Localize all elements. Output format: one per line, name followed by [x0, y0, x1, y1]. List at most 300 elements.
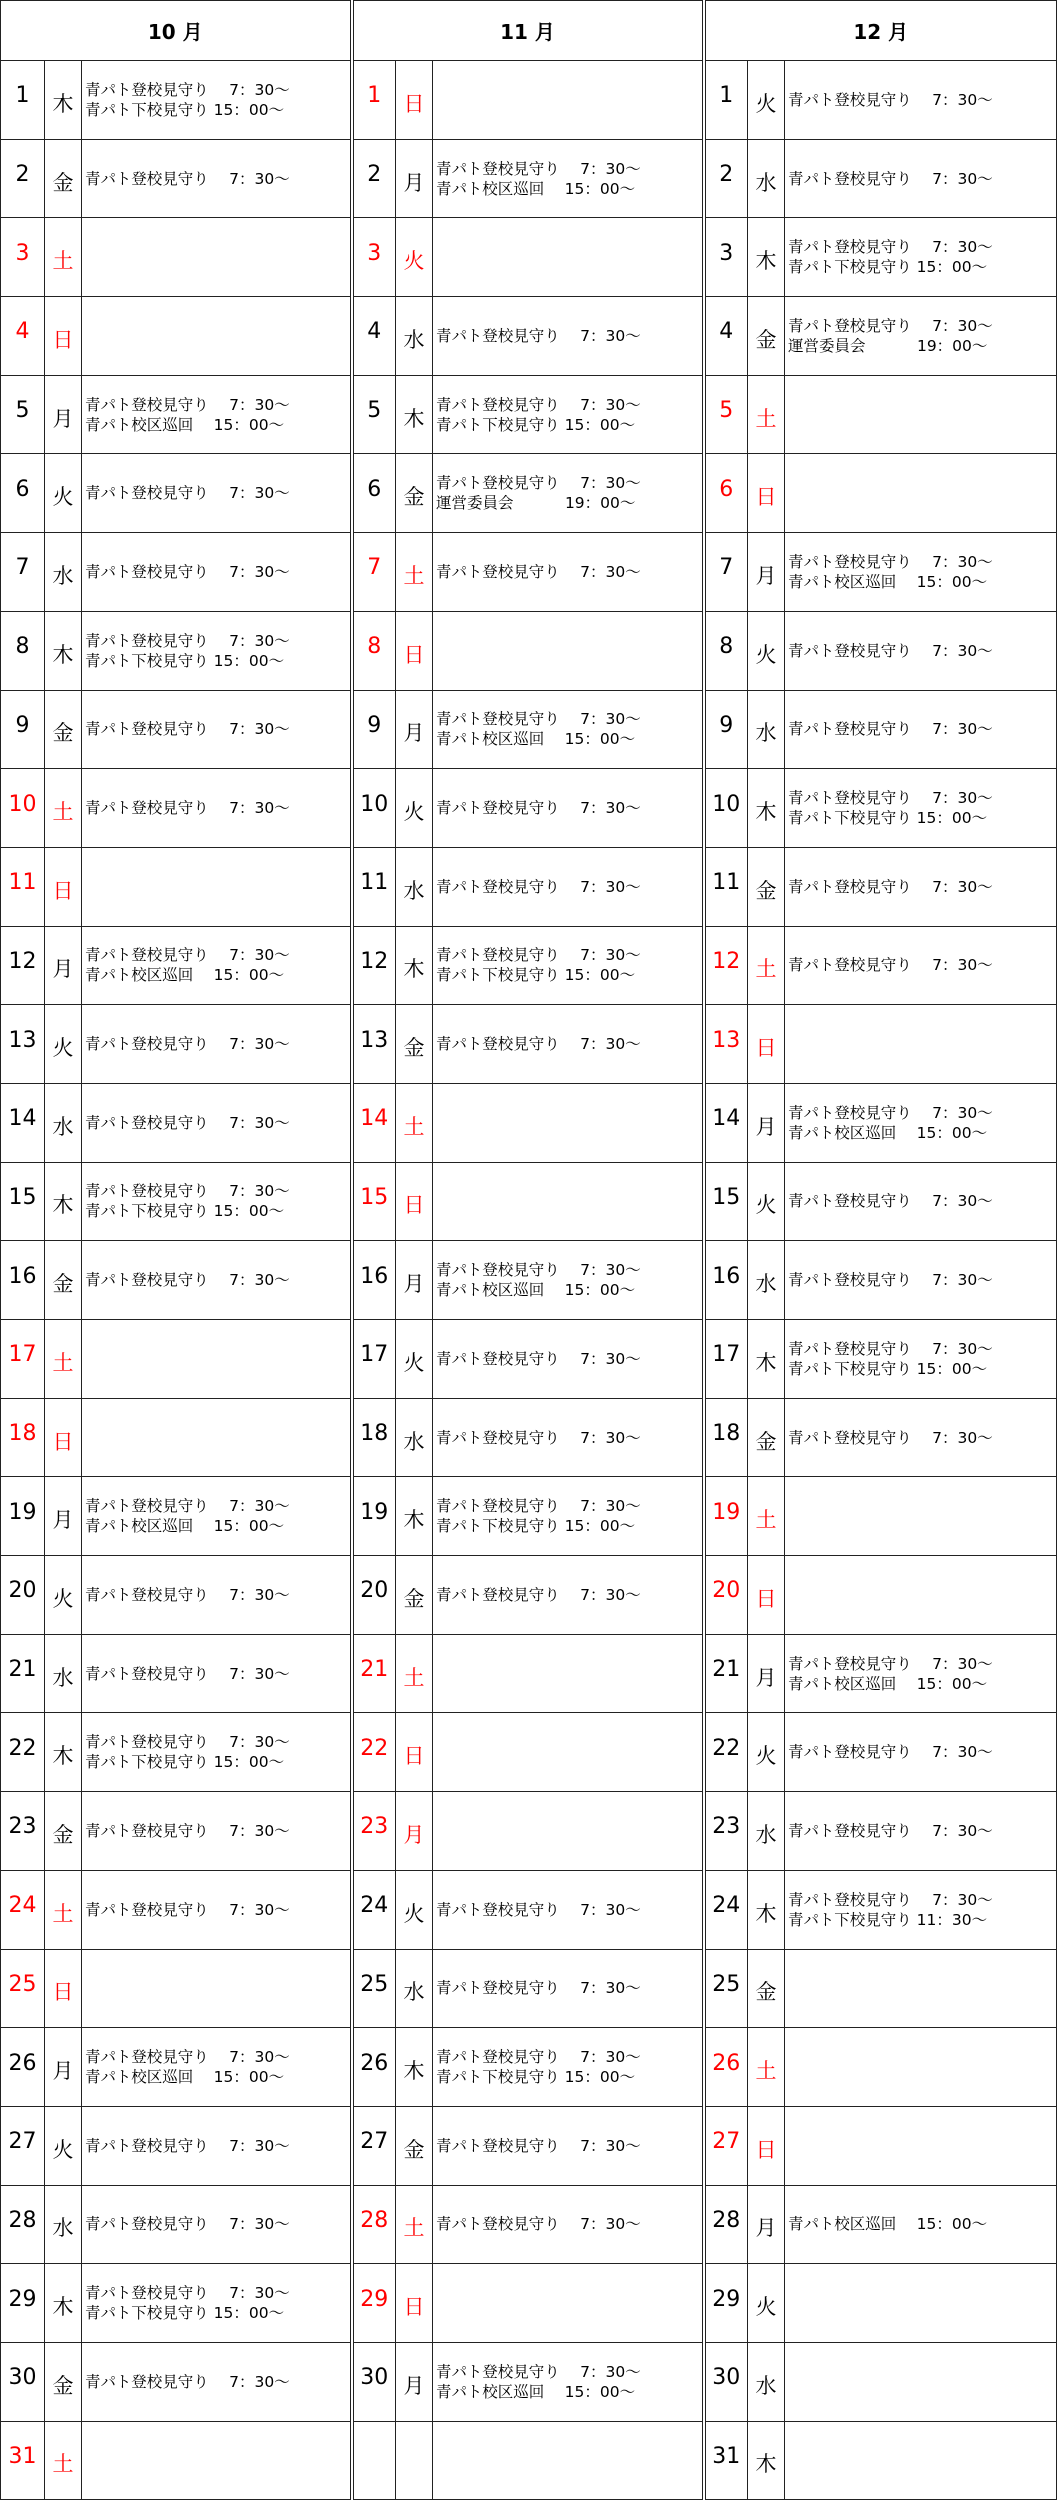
day-number: 11	[360, 870, 389, 896]
day-number-cell	[704, 1398, 748, 1477]
day-number: 2	[367, 162, 382, 188]
day-number: 12	[8, 948, 37, 974]
events-cell	[82, 139, 352, 218]
event-line: 青パト下校見守り 15：00～	[436, 966, 636, 985]
weekday: 土	[396, 1634, 433, 1713]
events-cell	[82, 1713, 352, 1792]
weekday: 火	[396, 218, 433, 297]
weekday: 月	[45, 2028, 82, 2107]
day-number: 3	[367, 240, 382, 266]
day-number-cell	[1, 1162, 45, 1241]
events-cell	[785, 1556, 1057, 1635]
weekday: 火	[45, 2106, 82, 2185]
day-number-cell	[1, 2342, 45, 2421]
events-cell	[82, 218, 352, 297]
day-number: 6	[719, 476, 734, 502]
day-number: 23	[8, 1814, 37, 1840]
day-number: 12	[360, 948, 389, 974]
event-line: 青パト下校見守り 15：00～	[788, 1359, 988, 1378]
weekday: 土	[396, 2185, 433, 2264]
day-number-cell	[352, 1792, 396, 1871]
day-number-cell	[704, 1792, 748, 1871]
day-number-cell	[704, 1556, 748, 1635]
weekday: 水	[396, 1949, 433, 2028]
events-cell	[433, 1398, 704, 1477]
day-number: 16	[8, 1263, 37, 1289]
day-number-cell	[704, 297, 748, 376]
event-line: 運営委員会 19：00～	[788, 336, 988, 355]
event-line: 青パト下校見守り 15：00～	[436, 415, 636, 434]
event-line: 青パト登校見守り 7：30～	[85, 2284, 290, 2303]
weekday: 金	[45, 690, 82, 769]
day-number: 18	[360, 1421, 389, 1447]
weekday: 火	[748, 61, 785, 140]
events-cell	[433, 2185, 704, 2264]
event-line: 青パト登校見守り 7：30～	[85, 1664, 290, 1683]
day-number: 5	[719, 398, 734, 424]
day-number-cell	[1, 611, 45, 690]
event-line: 青パト校区巡回 15：00～	[85, 966, 285, 985]
event-line: 青パト下校見守り 15：00～	[788, 258, 988, 277]
event-line: 青パト下校見守り 15：00～	[85, 1753, 285, 1772]
weekday: 木	[396, 2028, 433, 2107]
event-line: 青パト登校見守り 7：30～	[788, 1890, 993, 1909]
day-number-cell	[704, 375, 748, 454]
day-number: 22	[712, 1735, 741, 1761]
day-number-cell	[704, 1162, 748, 1241]
event-line: 青パト登校見守り 7：30～	[436, 2215, 641, 2234]
weekday: 水	[748, 2342, 785, 2421]
day-number-cell	[352, 1398, 396, 1477]
day-number-cell	[352, 690, 396, 769]
day-number: 31	[8, 2443, 37, 2469]
day-number: 19	[712, 1499, 741, 1525]
day-number: 3	[719, 240, 734, 266]
day-number-cell	[1, 1713, 45, 1792]
day-number: 25	[360, 1971, 389, 1997]
day-number: 8	[719, 634, 734, 660]
day-row	[1, 611, 1057, 690]
day-number: 24	[8, 1893, 37, 1919]
events-cell	[785, 2342, 1057, 2421]
event-line: 運営委員会 19：00～	[436, 494, 636, 513]
events-cell	[82, 1949, 352, 2028]
day-number-cell	[1, 2185, 45, 2264]
day-number-cell	[352, 454, 396, 533]
weekday: 金	[45, 1792, 82, 1871]
weekday: 日	[396, 1713, 433, 1792]
events-cell	[433, 1477, 704, 1556]
day-number: 12	[712, 948, 741, 974]
day-number: 1	[15, 83, 30, 109]
day-number-cell	[1, 769, 45, 848]
weekday: 日	[748, 1005, 785, 1084]
day-number-cell	[1, 847, 45, 926]
event-line: 青パト登校見守り 7：30～	[788, 552, 993, 571]
weekday: 火	[748, 1162, 785, 1241]
events-cell	[785, 2106, 1057, 2185]
event-line: 青パト校区巡回 15：00～	[436, 730, 636, 749]
day-number: 20	[712, 1578, 741, 1604]
event-line: 青パト登校見守り 7：30～	[85, 562, 290, 581]
day-number-cell	[704, 533, 748, 612]
weekday: 月	[748, 1083, 785, 1162]
day-number: 27	[712, 2129, 741, 2155]
events-cell	[785, 1398, 1057, 1477]
weekday: 木	[396, 1477, 433, 1556]
events-cell	[82, 1241, 352, 1320]
day-number-cell	[704, 2028, 748, 2107]
weekday: 金	[45, 2342, 82, 2421]
weekday: 土	[45, 1320, 82, 1399]
event-line: 青パト登校見守り 7：30～	[85, 169, 290, 188]
day-number: 18	[712, 1421, 741, 1447]
events-cell	[785, 2185, 1057, 2264]
day-number: 30	[360, 2365, 389, 2391]
weekday: 土	[45, 769, 82, 848]
weekday: 木	[45, 61, 82, 140]
events-cell	[433, 1949, 704, 2028]
day-row	[1, 2106, 1057, 2185]
day-number: 1	[367, 83, 382, 109]
events-cell	[82, 1870, 352, 1949]
day-number: 14	[8, 1106, 37, 1132]
events-cell	[433, 2342, 704, 2421]
event-line: 青パト登校見守り 7：30～	[788, 1821, 993, 1840]
day-number-cell	[1, 1320, 45, 1399]
events-cell	[82, 926, 352, 1005]
day-number: 10	[8, 791, 37, 817]
day-number-cell	[352, 1713, 396, 1792]
day-number-cell	[352, 61, 396, 140]
day-number-cell	[352, 2342, 396, 2421]
day-number: 15	[8, 1184, 37, 1210]
day-number: 30	[8, 2365, 37, 2391]
events-cell	[785, 847, 1057, 926]
events-cell	[433, 1005, 704, 1084]
event-line: 青パト登校見守り 7：30～	[788, 316, 993, 335]
event-line: 青パト下校見守り 11：30～	[788, 1910, 988, 1929]
day-row	[1, 1162, 1057, 1241]
weekday: 水	[748, 139, 785, 218]
day-row	[1, 926, 1057, 1005]
weekday: 水	[748, 1241, 785, 1320]
day-number: 21	[8, 1657, 37, 1683]
day-number: 1	[719, 83, 734, 109]
weekday: 月	[396, 1792, 433, 1871]
day-number-cell	[1, 297, 45, 376]
day-number: 16	[360, 1263, 389, 1289]
events-cell	[785, 769, 1057, 848]
day-number-cell	[1, 1241, 45, 1320]
day-number: 31	[712, 2443, 741, 2469]
event-line: 青パト校区巡回 15：00～	[788, 2215, 988, 2234]
weekday: 金	[748, 1398, 785, 1477]
weekday: 土	[748, 926, 785, 1005]
event-line: 青パト登校見守り 7：30～	[436, 326, 641, 345]
day-number-cell	[1, 2028, 45, 2107]
day-number-cell	[704, 2185, 748, 2264]
day-number-cell	[704, 1713, 748, 1792]
day-row	[1, 375, 1057, 454]
day-row	[1, 1083, 1057, 1162]
day-number-cell	[1, 926, 45, 1005]
event-line: 青パト登校見守り 7：30～	[85, 1733, 290, 1752]
day-number: 22	[360, 1735, 389, 1761]
event-line: 青パト登校見守り 7：30～	[788, 1339, 993, 1358]
events-cell	[433, 2028, 704, 2107]
event-line: 青パト登校見守り 7：30～	[436, 159, 641, 178]
events-cell	[82, 611, 352, 690]
events-cell	[785, 533, 1057, 612]
day-number-cell	[1, 2421, 45, 2500]
weekday: 金	[396, 2106, 433, 2185]
weekday: 金	[748, 847, 785, 926]
weekday: 日	[45, 1949, 82, 2028]
weekday: 木	[45, 611, 82, 690]
day-number-cell	[704, 2421, 748, 2500]
event-line: 青パト登校見守り 7：30～	[85, 2048, 290, 2067]
day-number-cell	[352, 1005, 396, 1084]
event-line: 青パト登校見守り 7：30～	[436, 1900, 641, 1919]
weekday: 日	[748, 1556, 785, 1635]
day-row	[1, 1398, 1057, 1477]
day-number-cell	[704, 139, 748, 218]
event-line: 青パト登校見守り 7：30～	[788, 90, 993, 109]
day-number: 28	[360, 2207, 389, 2233]
day-number-cell	[704, 611, 748, 690]
day-row	[1, 61, 1057, 140]
day-number: 9	[719, 712, 734, 738]
event-line: 青パト登校見守り 7：30～	[85, 2136, 290, 2155]
event-line: 青パト下校見守り 15：00～	[85, 100, 285, 119]
weekday: 月	[396, 2342, 433, 2421]
weekday: 火	[748, 1713, 785, 1792]
day-number-cell	[704, 2106, 748, 2185]
event-line: 青パト校区巡回 15：00～	[788, 1123, 988, 1142]
day-number-cell	[352, 1556, 396, 1635]
events-cell	[82, 1162, 352, 1241]
day-number: 2	[719, 162, 734, 188]
event-line: 青パト登校見守り 7：30～	[85, 1182, 290, 1201]
events-cell	[785, 2421, 1057, 2500]
weekday: 木	[748, 1870, 785, 1949]
event-line: 青パト登校見守り 7：30～	[85, 1035, 290, 1054]
day-number: 23	[712, 1814, 741, 1840]
event-line: 青パト登校見守り 7：30～	[436, 1497, 641, 1516]
day-number: 25	[8, 1971, 37, 1997]
event-line: 青パト登校見守り 7：30～	[436, 877, 641, 896]
events-cell	[82, 2342, 352, 2421]
day-row	[1, 1634, 1057, 1713]
weekday: 水	[748, 1792, 785, 1871]
day-number-cell	[352, 1870, 396, 1949]
day-number-cell	[352, 533, 396, 612]
weekday: 金	[396, 1005, 433, 1084]
day-number: 26	[8, 2050, 37, 2076]
events-cell	[82, 769, 352, 848]
event-line: 青パト登校見守り 7：30～	[85, 1497, 290, 1516]
day-number-cell	[704, 2264, 748, 2343]
day-number-cell	[1, 1005, 45, 1084]
day-number: 23	[360, 1814, 389, 1840]
day-row	[1, 1556, 1057, 1635]
day-row	[1, 533, 1057, 612]
weekday: 土	[45, 218, 82, 297]
day-row	[1, 454, 1057, 533]
weekday: 木	[396, 926, 433, 1005]
day-number-cell	[352, 375, 396, 454]
day-row	[1, 297, 1057, 376]
event-line: 青パト校区巡回 15：00～	[85, 2068, 285, 2087]
weekday: 土	[748, 2028, 785, 2107]
events-cell	[785, 1713, 1057, 1792]
day-number-cell	[704, 61, 748, 140]
event-line: 青パト登校見守り 7：30～	[85, 1821, 290, 1840]
events-cell	[433, 1241, 704, 1320]
day-number: 15	[712, 1184, 741, 1210]
day-number-cell	[352, 2028, 396, 2107]
day-number-cell	[1, 533, 45, 612]
event-line: 青パト校区巡回 15：00～	[436, 1281, 636, 1300]
event-line: 青パト登校見守り 7：30～	[436, 395, 641, 414]
events-cell	[785, 2264, 1057, 2343]
day-number: 24	[712, 1893, 741, 1919]
events-cell	[433, 2106, 704, 2185]
events-cell	[82, 375, 352, 454]
day-number-cell	[352, 139, 396, 218]
event-line: 青パト下校見守り 15：00～	[436, 2068, 636, 2087]
day-number: 30	[712, 2365, 741, 2391]
day-number-cell	[352, 297, 396, 376]
month-header: 10 月	[1, 1, 352, 61]
events-cell	[82, 1477, 352, 1556]
event-line: 青パト登校見守り 7：30～	[85, 1900, 290, 1919]
event-line: 青パト登校見守り 7：30～	[436, 474, 641, 493]
month-header-row	[1, 1, 1057, 61]
event-line: 青パト登校見守り 7：30～	[788, 238, 993, 257]
day-number: 19	[8, 1499, 37, 1525]
weekday: 火	[45, 1556, 82, 1635]
event-line: 青パト登校見守り 7：30～	[85, 946, 290, 965]
event-line: 青パト登校見守り 7：30～	[436, 710, 641, 729]
day-number-cell	[1, 218, 45, 297]
events-cell	[82, 297, 352, 376]
day-number: 3	[15, 240, 30, 266]
event-line: 青パト登校見守り 7：30～	[85, 631, 290, 650]
events-cell	[82, 847, 352, 926]
day-number-cell	[704, 2342, 748, 2421]
day-row	[1, 218, 1057, 297]
day-number-cell	[1, 1949, 45, 2028]
day-row	[1, 2264, 1057, 2343]
events-cell	[82, 61, 352, 140]
day-row	[1, 1713, 1057, 1792]
day-number: 29	[712, 2286, 741, 2312]
events-cell	[785, 218, 1057, 297]
event-line: 青パト登校見守り 7：30～	[436, 2136, 641, 2155]
day-row	[1, 2028, 1057, 2107]
event-line: 青パト登校見守り 7：30～	[436, 2362, 641, 2381]
weekday: 日	[396, 611, 433, 690]
day-number: 20	[8, 1578, 37, 1604]
weekday: 月	[748, 1634, 785, 1713]
day-row	[1, 2342, 1057, 2421]
weekday: 木	[45, 1713, 82, 1792]
day-number: 26	[712, 2050, 741, 2076]
event-line: 青パト登校見守り 7：30～	[436, 1428, 641, 1447]
events-cell	[82, 690, 352, 769]
events-cell	[433, 847, 704, 926]
weekday: 水	[396, 847, 433, 926]
events-cell	[433, 1870, 704, 1949]
weekday: 月	[45, 1477, 82, 1556]
day-number-cell	[352, 769, 396, 848]
event-line: 青パト校区巡回 15：00～	[85, 1517, 285, 1536]
weekday: 火	[396, 1870, 433, 1949]
event-line: 青パト登校見守り 7：30～	[788, 641, 993, 660]
day-number-cell	[704, 1241, 748, 1320]
events-cell	[433, 1320, 704, 1399]
day-number: 25	[712, 1971, 741, 1997]
weekday: 金	[45, 1241, 82, 1320]
day-row	[1, 847, 1057, 926]
event-line: 青パト登校見守り 7：30～	[85, 395, 290, 414]
weekday: 月	[396, 1241, 433, 1320]
event-line: 青パト登校見守り 7：30～	[788, 169, 993, 188]
event-line: 青パト校区巡回 15：00～	[788, 572, 988, 591]
weekday: 月	[748, 2185, 785, 2264]
day-number-cell	[352, 1320, 396, 1399]
events-cell	[82, 533, 352, 612]
day-number-cell	[1, 1477, 45, 1556]
day-number-cell	[704, 1083, 748, 1162]
events-cell	[433, 1713, 704, 1792]
events-cell	[785, 1949, 1057, 2028]
events-cell	[785, 611, 1057, 690]
weekday: 木	[748, 1320, 785, 1399]
day-number: 24	[360, 1893, 389, 1919]
weekday: 火	[748, 2264, 785, 2343]
weekday: 木	[748, 2421, 785, 2500]
events-cell	[82, 2185, 352, 2264]
weekday: 土	[748, 1477, 785, 1556]
day-number: 28	[712, 2207, 741, 2233]
day-number: 5	[367, 398, 382, 424]
event-line: 青パト校区巡回 15：00～	[788, 1674, 988, 1693]
events-cell	[785, 690, 1057, 769]
event-line: 青パト登校見守り 7：30～	[788, 956, 993, 975]
event-line: 青パト登校見守り 7：30～	[788, 1743, 993, 1762]
events-cell	[433, 139, 704, 218]
day-number-cell	[352, 1949, 396, 2028]
events-cell	[785, 1083, 1057, 1162]
event-line: 青パト登校見守り 7：30～	[436, 946, 641, 965]
weekday: 水	[45, 1634, 82, 1713]
day-number: 26	[360, 2050, 389, 2076]
day-number: 29	[360, 2286, 389, 2312]
events-cell	[433, 926, 704, 1005]
events-cell	[785, 1162, 1057, 1241]
day-number: 9	[15, 712, 30, 738]
day-number-cell	[352, 2421, 396, 2500]
weekday: 日	[748, 454, 785, 533]
events-cell	[785, 139, 1057, 218]
weekday: 水	[748, 690, 785, 769]
day-row	[1, 2185, 1057, 2264]
day-number-cell	[1, 1792, 45, 1871]
day-number-cell	[352, 1162, 396, 1241]
